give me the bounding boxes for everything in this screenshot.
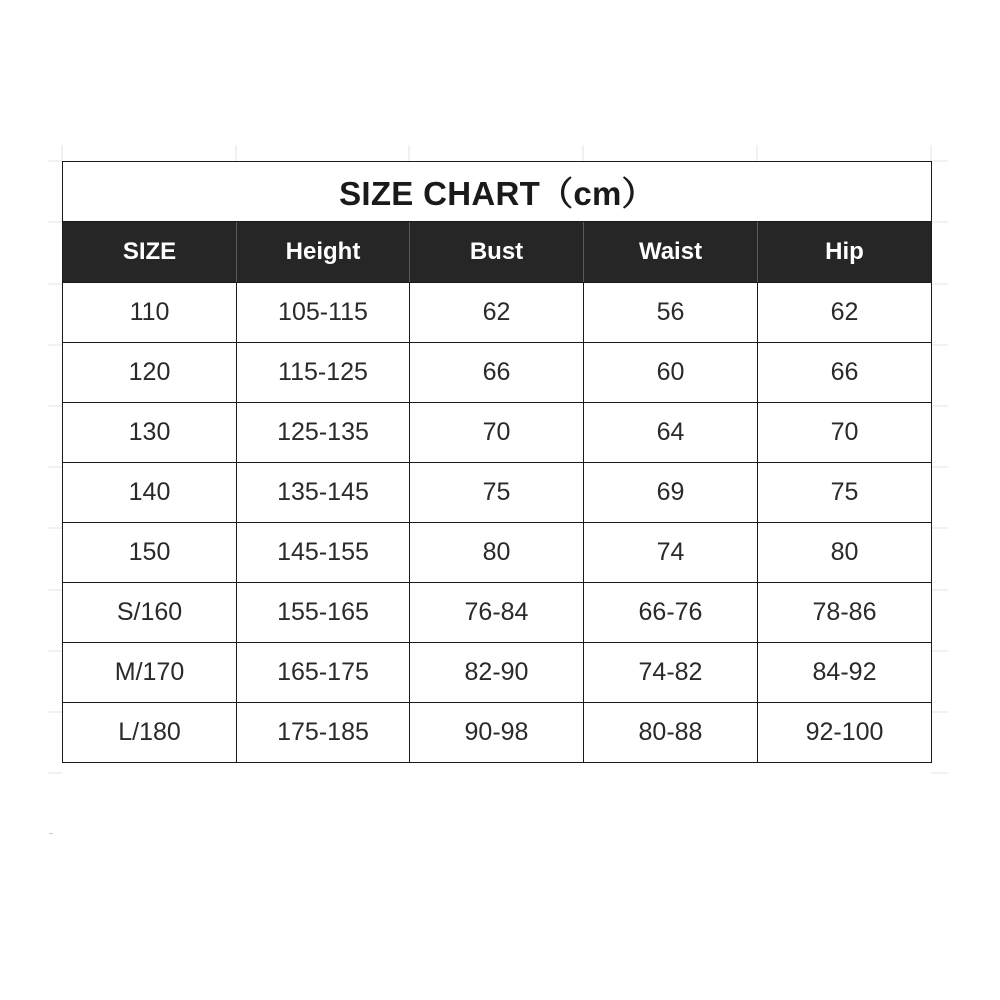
cell-size: L/180 bbox=[63, 703, 237, 763]
cell-size: S/160 bbox=[63, 583, 237, 643]
cell-bust: 70 bbox=[410, 403, 584, 463]
cell-hip: 84-92 bbox=[758, 643, 932, 703]
cell-hip: 80 bbox=[758, 523, 932, 583]
cell-size: M/170 bbox=[63, 643, 237, 703]
cell-waist: 56 bbox=[584, 283, 758, 343]
cell-height: 105-115 bbox=[237, 283, 410, 343]
table-row bbox=[63, 283, 932, 343]
table-row bbox=[63, 643, 932, 703]
cell-hip: 75 bbox=[758, 463, 932, 523]
column-header-waist: Waist bbox=[584, 222, 758, 283]
cell-size: 130 bbox=[63, 403, 237, 463]
column-header-hip: Hip bbox=[758, 222, 932, 283]
cell-bust: 82-90 bbox=[410, 643, 584, 703]
cell-hip: 78-86 bbox=[758, 583, 932, 643]
cell-waist: 69 bbox=[584, 463, 758, 523]
column-header-bust: Bust bbox=[410, 222, 584, 283]
cell-height: 115-125 bbox=[237, 343, 410, 403]
table-row bbox=[63, 703, 932, 763]
stray-mark bbox=[49, 833, 53, 834]
cell-bust: 80 bbox=[410, 523, 584, 583]
cell-waist: 64 bbox=[584, 403, 758, 463]
table-row bbox=[63, 463, 932, 523]
cell-size: 120 bbox=[63, 343, 237, 403]
cell-height: 175-185 bbox=[237, 703, 410, 763]
cell-height: 165-175 bbox=[237, 643, 410, 703]
cell-size: 140 bbox=[63, 463, 237, 523]
cell-waist: 74-82 bbox=[584, 643, 758, 703]
cell-bust: 75 bbox=[410, 463, 584, 523]
cell-height: 125-135 bbox=[237, 403, 410, 463]
table-row bbox=[63, 523, 932, 583]
cell-height: 135-145 bbox=[237, 463, 410, 523]
cell-size: 150 bbox=[63, 523, 237, 583]
cell-bust: 62 bbox=[410, 283, 584, 343]
cell-waist: 60 bbox=[584, 343, 758, 403]
chart-title: SIZE CHART（cm） bbox=[63, 162, 932, 222]
cell-hip: 70 bbox=[758, 403, 932, 463]
cell-hip: 66 bbox=[758, 343, 932, 403]
size-chart-table bbox=[62, 161, 932, 763]
cell-bust: 66 bbox=[410, 343, 584, 403]
cell-hip: 92-100 bbox=[758, 703, 932, 763]
cell-hip: 62 bbox=[758, 283, 932, 343]
cell-bust: 76-84 bbox=[410, 583, 584, 643]
table-row bbox=[63, 583, 932, 643]
cell-size: 110 bbox=[63, 283, 237, 343]
header-row bbox=[63, 222, 932, 283]
title-row bbox=[63, 162, 932, 222]
cell-bust: 90-98 bbox=[410, 703, 584, 763]
column-header-height: Height bbox=[237, 222, 410, 283]
cell-height: 145-155 bbox=[237, 523, 410, 583]
column-header-size: SIZE bbox=[63, 222, 237, 283]
cell-waist: 80-88 bbox=[584, 703, 758, 763]
cell-height: 155-165 bbox=[237, 583, 410, 643]
table-row bbox=[63, 403, 932, 463]
cell-waist: 74 bbox=[584, 523, 758, 583]
table-row bbox=[63, 343, 932, 403]
cell-waist: 66-76 bbox=[584, 583, 758, 643]
